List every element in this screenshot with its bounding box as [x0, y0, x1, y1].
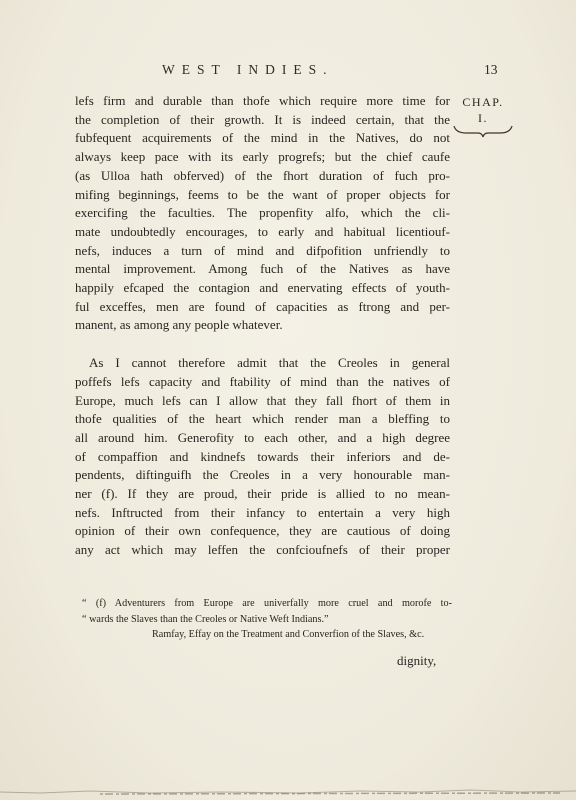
text-line: happily efcaped the contagion and enervating effects of youth- [75, 280, 450, 296]
text-line: ner (f). If they are proud, their pride is allied to no mean- [75, 486, 450, 502]
running-head: WEST INDIES. [162, 62, 334, 77]
footnote [82, 596, 452, 643]
chapter-label: CHAP. [462, 95, 504, 109]
text-line: poffefs lefs capacity and ftability of mind than the natives of [75, 373, 450, 389]
text-line: opinion of their own confequence, they are cautious of doing [75, 523, 450, 539]
footnote-source: Ramfay, Effay on the Treatment and Converfion of the Slaves, &c. [152, 629, 425, 640]
text-line: mate undoubtedly encourages, to early and habitual licentiouf- [75, 223, 450, 239]
torn-bottom-edge [0, 778, 576, 800]
page-header [0, 62, 576, 82]
brace-ornament [452, 124, 514, 138]
footnote-line: “ (f) Adventurers from Europe are univerfally more cruel and morofe to- [82, 598, 452, 609]
catchword: dignity, [397, 653, 437, 668]
text-line: fubfequent acquirements of the mind in the Natives, do not [75, 130, 450, 146]
paragraph-1 [75, 92, 450, 335]
chapter-number: I. [478, 111, 488, 125]
text-line: mifing beginnings, feems to be the want of proper objects for [75, 186, 450, 202]
text-line: Europe, much lefs can I allow that they fall fhort of them in [75, 392, 450, 408]
page-number: 13 [484, 62, 498, 77]
text-line: exercifing the faculties. The propenfity alfo, which the cli- [75, 205, 450, 221]
text-line: ful exceffes, men are found of capacities as ftrong and per- [75, 298, 450, 314]
text-line: mental improvement. Among fuch of the Natives as have [75, 261, 450, 277]
text-line: manent, as among any people whatever. [75, 317, 283, 333]
text-line: any act which may leffen the confcioufnefs of their proper [75, 542, 450, 558]
text-line: nefs. Inftructed from their infancy to entertain a very high [75, 504, 450, 520]
text-line: lefs firm and durable than thofe which require more time for [75, 93, 450, 108]
text-line: nefs, induces a turn of mind and difpofition unfriendly to [75, 242, 450, 258]
text-line: the completion of their growth. It is indeed certain, that the [75, 111, 450, 127]
body-text [75, 92, 450, 560]
chapter-margin-note [451, 94, 515, 126]
paragraph-2 [75, 354, 450, 560]
text-line: all around him. Generofity to each other, and a high degree [75, 429, 450, 445]
text-line: pendents, diftinguifh the Creoles in a very honourable man- [75, 467, 450, 483]
text-line: As I cannot therefore admit that the Creoles in general [89, 355, 450, 371]
footnote-line: “ wards the Slaves than the Creoles or Native Weft Indians.” [82, 613, 329, 625]
text-line: (as Ulloa hath obferved) of the fhort duration of fuch pro- [75, 167, 450, 183]
text-line: of compaffion and kindnefs towards their inferiors and de- [75, 448, 450, 464]
text-line: always keep pace with its early progrefs; but the chief caufe [75, 149, 450, 165]
text-line: thofe qualities of the heart which render man a bleffing to [75, 411, 450, 427]
